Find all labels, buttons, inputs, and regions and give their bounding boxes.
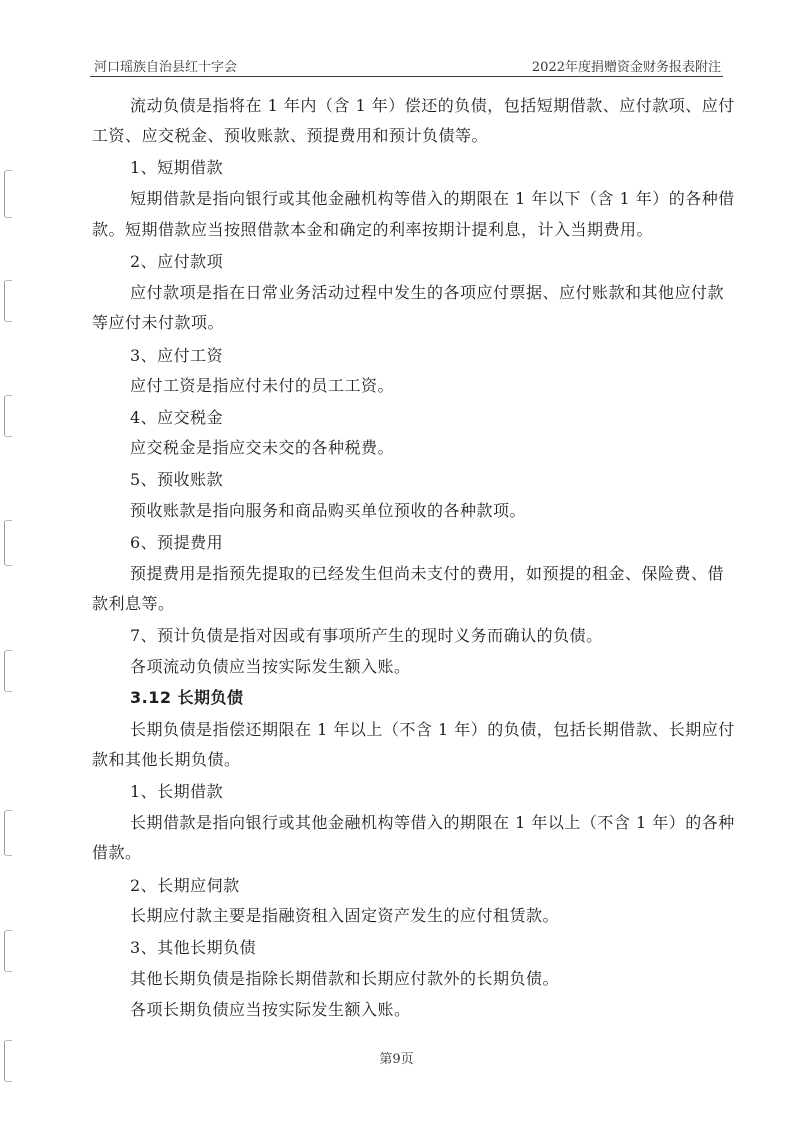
paragraph-line: 应付工资是指应付未付的员工工资。 — [130, 376, 395, 395]
paragraph-line: 各项流动负债应当按实际发生额入账。 — [130, 657, 411, 676]
subsection-heading: 2、应付款项 — [130, 252, 224, 271]
binder-hole-mark — [4, 520, 12, 566]
header-divider — [90, 76, 723, 77]
paragraph-line: 借款。 — [92, 843, 142, 862]
paragraph-line: 长期应付款主要是指融资租入固定资产发生的应付租赁款。 — [130, 906, 560, 925]
paragraph-line: 预提费用是指预先提取的已经发生但尚未支付的费用，如预提的租金、保险费、借 — [130, 564, 725, 583]
paragraph-line: 款和其他长期负债。 — [92, 750, 241, 769]
paragraph-line: 工资、应交税金、预收账款、预提费用和预计负债等。 — [92, 126, 489, 145]
paragraph-line: 长期借款是指向银行或其他金融机构等借入的期限在 1 年以上（不含 1 年）的各种 — [130, 813, 735, 832]
paragraph-line: 长期负债是指偿还期限在 1 年以上（不含 1 年）的负债，包括长期借款、长期应付 — [130, 720, 735, 739]
binder-hole-mark — [4, 280, 12, 322]
header-document-title: 2022年度捐赠资金财务报表附注 — [531, 60, 721, 75]
binder-hole-mark — [4, 650, 12, 692]
subsection-heading: 1、长期借款 — [130, 782, 224, 801]
subsection-heading: 5、预收账款 — [130, 470, 224, 489]
subsection-heading: 2、长期应伺款 — [130, 876, 240, 895]
paragraph-line: 应付款项是指在日常业务活动过程中发生的各项应付票据、应付账款和其他应付款 — [130, 283, 725, 302]
paragraph-line: 短期借款是指向银行或其他金融机构等借入的期限在 1 年以下（含 1 年）的各种借 — [130, 189, 735, 208]
page-header — [94, 56, 721, 76]
paragraph-line: 款利息等。 — [92, 594, 175, 613]
binder-hole-mark — [4, 170, 12, 218]
paragraph-line: 等应付未付款项。 — [92, 313, 225, 332]
subsection-heading: 6、预提费用 — [130, 533, 224, 552]
subsection-heading: 4、应交税金 — [130, 408, 224, 427]
binder-hole-mark — [4, 395, 12, 437]
paragraph-line: 流动负债是指将在 1 年内（含 1 年）偿还的负债，包括短期借款、应付款项、应付 — [130, 96, 735, 115]
binder-hole-mark — [4, 810, 12, 856]
paragraph-line: 款。短期借款应当按照借款本金和确定的利率按期计提利息，计入当期费用。 — [92, 220, 654, 239]
section-heading: 3.12 长期负债 — [130, 688, 244, 707]
paragraph-line: 预收账款是指向服务和商品购买单位预收的各种款项。 — [130, 501, 527, 520]
binder-hole-mark — [4, 930, 12, 972]
paragraph-line: 其他长期负债是指除长期借款和长期应付款外的长期负债。 — [130, 969, 560, 988]
subsection-heading: 3、其他长期负债 — [130, 938, 257, 957]
paragraph-line: 各项长期负债应当按实际发生额入账。 — [130, 1000, 411, 1019]
paragraph-line: 7、预计负债是指对因或有事项所产生的现时义务而确认的负债。 — [130, 626, 603, 645]
subsection-heading: 1、短期借款 — [130, 158, 224, 177]
subsection-heading: 3、应付工资 — [130, 346, 224, 365]
paragraph-line: 应交税金是指应交未交的各种税费。 — [130, 438, 395, 457]
header-org-name: 河口瑶族自治县红十字会 — [94, 60, 238, 75]
page-number: 第9页 — [379, 1052, 414, 1067]
